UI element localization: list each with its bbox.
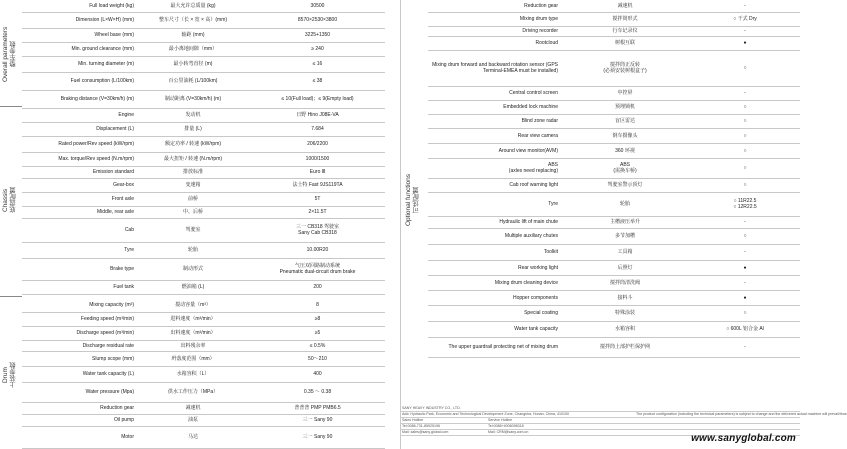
spec-row bbox=[428, 228, 800, 244]
website-link[interactable]: www.sanyglobal.com bbox=[691, 433, 796, 444]
spec-label-zh: ABS (需换车桥) bbox=[560, 158, 690, 178]
spec-label-zh: 中、后桥 bbox=[136, 206, 250, 218]
spec-row bbox=[22, 280, 385, 294]
spec-row bbox=[22, 312, 385, 326]
spec-value: 2×11.5T bbox=[250, 206, 385, 218]
spec-label-en: Fuel consumption (L/100km) bbox=[22, 72, 136, 90]
spec-label-en: Slump scope (mm) bbox=[22, 351, 136, 366]
spec-value: ≤ 0.5% bbox=[250, 340, 385, 351]
spec-row bbox=[22, 90, 385, 108]
spec-row bbox=[22, 402, 385, 414]
spec-label-zh: 行车记录仪 bbox=[560, 26, 690, 36]
spec-label-zh: 搅拌筒上部护栏保护网 bbox=[560, 337, 690, 357]
spec-value: ○ bbox=[690, 158, 800, 178]
spec-value: ● bbox=[690, 36, 800, 50]
spec-label-zh: 轴距 (mm) bbox=[136, 28, 250, 42]
spec-row bbox=[428, 290, 800, 305]
spec-value: ○ bbox=[690, 100, 800, 114]
company-name: SANY HEAVY INDUSTRY CO., LTD. bbox=[402, 406, 461, 410]
spec-label-zh: 变速箱 bbox=[136, 178, 250, 192]
spec-label-en: Oil pump bbox=[22, 414, 136, 426]
spec-label-en: Mixing drum cleaning device bbox=[428, 275, 560, 290]
spec-label-zh: 燃油箱 (L) bbox=[136, 280, 250, 294]
spec-label-zh: 水箱容积 bbox=[560, 321, 690, 337]
spec-value: 5T bbox=[250, 192, 385, 206]
spec-value: ≤ 10(Full load)；≤ 9(Empty load) bbox=[250, 90, 385, 108]
spec-label-zh: 水箱容积（L） bbox=[136, 366, 250, 382]
service-hotline-label: Service Hotline bbox=[488, 418, 513, 422]
spec-label-zh: 进料速度（m³/min） bbox=[136, 312, 250, 326]
spec-label-en: Max. torque/Rev speed (N.m/rpm) bbox=[22, 152, 136, 166]
spec-label-en: Hydraulic lift of main chute bbox=[428, 216, 560, 228]
spec-label-en: Rear view camera bbox=[428, 128, 560, 143]
spec-row bbox=[428, 100, 800, 114]
spec-label-en: Brake type bbox=[22, 258, 136, 280]
spec-value: - bbox=[690, 337, 800, 357]
spec-value: 8 bbox=[250, 298, 385, 312]
spec-label-zh: 搅拌筒正反转 (必须安装树根盒子) bbox=[560, 50, 690, 86]
spec-row bbox=[22, 298, 385, 312]
section-label-optional bbox=[405, 165, 421, 235]
spec-row bbox=[428, 26, 800, 36]
section-rule bbox=[0, 106, 22, 107]
spec-label-zh: 百公里油耗 (L/100km) bbox=[136, 72, 250, 90]
optional-table bbox=[428, 0, 800, 358]
spec-label-zh: 减速机 bbox=[560, 0, 690, 12]
spec-row bbox=[22, 382, 385, 402]
spec-label-en: Mixing capacity (m³) bbox=[22, 298, 136, 312]
spec-row bbox=[22, 56, 385, 72]
column-divider bbox=[400, 0, 401, 449]
spec-label-zh: 前桥 bbox=[136, 192, 250, 206]
spec-value: 法士特 Fast 9JS119TA bbox=[250, 178, 385, 192]
spec-label-zh: 接料斗 bbox=[560, 290, 690, 305]
spec-label-en: Front axle bbox=[22, 192, 136, 206]
spec-label-en: Around view monitor(AVM) bbox=[428, 143, 560, 158]
service-tel: Tel:0086+4006098318 bbox=[488, 424, 524, 428]
spec-label-zh: 供水工作压力（MPa） bbox=[136, 382, 250, 402]
spec-row bbox=[428, 86, 800, 100]
spec-row bbox=[428, 128, 800, 143]
spec-value: ≤ 38 bbox=[250, 72, 385, 90]
spec-label-en: Rear working light bbox=[428, 260, 560, 275]
section-label-zh: 底盘配置 bbox=[10, 187, 17, 213]
spec-label-zh: 排量 (L) bbox=[136, 122, 250, 136]
spec-value: - bbox=[690, 275, 800, 290]
spec-label-en: Cab roof warning light bbox=[428, 178, 560, 192]
spec-label-en: Water tank capacity bbox=[428, 321, 560, 337]
spec-label-en: Tyre bbox=[22, 242, 136, 258]
spec-row bbox=[22, 340, 385, 351]
spec-value: 三一 Sany 90 bbox=[250, 426, 385, 448]
spec-value: ○ bbox=[690, 50, 800, 86]
spec-label-zh: 后照灯 bbox=[560, 260, 690, 275]
spec-row bbox=[22, 192, 385, 206]
spec-label-zh: 出料速度（m³/min） bbox=[136, 326, 250, 340]
spec-value: ○ bbox=[690, 128, 800, 143]
company-address: Add: Hydraulic Park, Economic and Technological Development Zone, Changsha, Hunan, China, 410100 bbox=[402, 412, 569, 416]
section-label-en: Overall parameters bbox=[2, 26, 9, 82]
spec-row bbox=[22, 136, 385, 152]
spec-label-zh: 主槽液压举升 bbox=[560, 216, 690, 228]
spec-label-zh: 驾驶室警示顶灯 bbox=[560, 178, 690, 192]
overall-table bbox=[22, 0, 385, 109]
spec-row bbox=[428, 260, 800, 275]
spec-row bbox=[22, 326, 385, 340]
spec-value: ● bbox=[690, 260, 800, 275]
spec-label-en: Min. ground clearance (mm) bbox=[22, 42, 136, 56]
spec-row bbox=[428, 178, 800, 192]
spec-value: 400 bbox=[250, 366, 385, 382]
spec-row bbox=[428, 143, 800, 158]
spec-value: ● bbox=[690, 290, 800, 305]
spec-label-zh: 盲区雷达 bbox=[560, 114, 690, 128]
spec-label-en: Braking distance (V=30km/h) (m) bbox=[22, 90, 136, 108]
spec-label-en: Reduction gear bbox=[428, 0, 560, 12]
spec-label-en: Reduction gear bbox=[22, 402, 136, 414]
spec-label-en: Blind zone radar bbox=[428, 114, 560, 128]
service-email: Mail: CRM@sany.com.cn bbox=[488, 430, 529, 434]
spec-row bbox=[428, 305, 800, 321]
spec-label-zh: 驾驶室 bbox=[136, 218, 250, 242]
spec-label-en: Rated power/Rev speed (kW/rpm) bbox=[22, 136, 136, 152]
spec-label-en: Water tank capacity (L) bbox=[22, 366, 136, 382]
spec-value: ≤ 16 bbox=[250, 56, 385, 72]
spec-value: ○ bbox=[690, 178, 800, 192]
spec-label-zh: 制动形式 bbox=[136, 258, 250, 280]
spec-row bbox=[428, 244, 800, 260]
spec-row bbox=[22, 108, 385, 122]
spec-label-zh: 马达 bbox=[136, 426, 250, 448]
spec-row bbox=[22, 258, 385, 280]
disclaimer: The product configuration (including the technical parameters) is subject to change and the delivered actual machine will prevail/thus bbox=[636, 412, 847, 416]
spec-label-zh: 整车尺寸（长 × 宽 × 高）(mm) bbox=[136, 12, 250, 28]
spec-value: 206/2200 bbox=[250, 136, 385, 152]
spec-label-en: Multiple auxiliary chutes bbox=[428, 228, 560, 244]
spec-label-en: Emission standard bbox=[22, 166, 136, 178]
spec-label-en: Embedded lock machine bbox=[428, 100, 560, 114]
spec-value: 气压双回路制动系统 Pneumatic dual-circuit drum brake bbox=[250, 258, 385, 280]
spec-row bbox=[22, 152, 385, 166]
spec-label-en: Motor bbox=[22, 426, 136, 448]
spec-label-zh: 特殊涂装 bbox=[560, 305, 690, 321]
spec-label-zh: 轮胎 bbox=[560, 192, 690, 216]
spec-label-zh: 最小离地间隙（mm） bbox=[136, 42, 250, 56]
spec-label-zh: 工具箱 bbox=[560, 244, 690, 260]
spec-label-zh: 排放标准 bbox=[136, 166, 250, 178]
spec-row bbox=[428, 192, 800, 216]
drum-table bbox=[22, 298, 385, 449]
section-rule bbox=[0, 296, 22, 297]
spec-label-en: Min. turning diameter (m) bbox=[22, 56, 136, 72]
spec-value: ○ bbox=[690, 228, 800, 244]
spec-value: 10.00R20 bbox=[250, 242, 385, 258]
spec-label-en: The upper guardrail protecting net of mixing drum bbox=[428, 337, 560, 357]
spec-label-zh: 制动距离 (V=30km/h) (m) bbox=[136, 90, 250, 108]
spec-row bbox=[428, 158, 800, 178]
spec-row bbox=[22, 0, 385, 12]
spec-value: 3225+1350 bbox=[250, 28, 385, 42]
spec-row bbox=[22, 42, 385, 56]
section-label-en: Optional functions bbox=[405, 173, 412, 227]
spec-label-en: Toolkit bbox=[428, 244, 560, 260]
spec-row bbox=[428, 216, 800, 228]
spec-label-zh: 中控屏 bbox=[560, 86, 690, 100]
spec-value: 200 bbox=[250, 280, 385, 294]
spec-row bbox=[22, 28, 385, 42]
spec-value: ≥ 240 bbox=[250, 42, 385, 56]
spec-label-zh: 多节加槽 bbox=[560, 228, 690, 244]
spec-row bbox=[22, 12, 385, 28]
spec-row bbox=[428, 36, 800, 50]
spec-label-en: Middle, rear axle bbox=[22, 206, 136, 218]
spec-label-zh: 360 环视 bbox=[560, 143, 690, 158]
spec-label-zh: 搅动容量（m³） bbox=[136, 298, 250, 312]
spec-value: 30500 bbox=[250, 0, 385, 12]
spec-row bbox=[428, 321, 800, 337]
spec-label-zh: 额定功率 / 转速 (kW/rpm) bbox=[136, 136, 250, 152]
spec-label-en: Discharge speed (m³/min) bbox=[22, 326, 136, 340]
spec-value: 普普普 PMP PMB6.5 bbox=[250, 402, 385, 414]
spec-label-en: Engine bbox=[22, 108, 136, 122]
spec-value: ○ 干式 Dry bbox=[690, 12, 800, 26]
spec-value: 三一 CB318 驾驶室 Sany Cab CB318 bbox=[250, 218, 385, 242]
section-label-en: Drum bbox=[2, 367, 9, 383]
spec-label-en: Dimension (L×W×H) (mm) bbox=[22, 12, 136, 28]
spec-row bbox=[428, 50, 800, 86]
spec-row bbox=[22, 178, 385, 192]
spec-label-en: Gear-box bbox=[22, 178, 136, 192]
spec-label-en: Wheel base (mm) bbox=[22, 28, 136, 42]
spec-label-en: Mixing drum type bbox=[428, 12, 560, 26]
spec-row bbox=[22, 122, 385, 136]
spec-label-en: Tyre bbox=[428, 192, 560, 216]
spec-value: 0.35 ～ 0.38 bbox=[250, 382, 385, 402]
section-label-overall bbox=[2, 4, 18, 104]
spec-row bbox=[428, 275, 800, 290]
spec-label-en: Fuel tank bbox=[22, 280, 136, 294]
spec-row bbox=[428, 114, 800, 128]
spec-label-en: Full load weight (kg) bbox=[22, 0, 136, 12]
spec-label-en: Mixing drum forward and backward rotation sensor (GPS Terminal-EMEA must be installed) bbox=[428, 50, 560, 86]
spec-value: - bbox=[690, 26, 800, 36]
spec-value: 7.684 bbox=[250, 122, 385, 136]
spec-row bbox=[22, 351, 385, 366]
spec-label-zh: 坍落度范围（mm） bbox=[136, 351, 250, 366]
sales-hotline-label: Sales Hotline bbox=[402, 418, 424, 422]
spec-label-zh: 减速机 bbox=[136, 402, 250, 414]
spec-label-en: ABS (axles need replacing) bbox=[428, 158, 560, 178]
spec-value: 1000/1500 bbox=[250, 152, 385, 166]
spec-label-zh: 轮胎 bbox=[136, 242, 250, 258]
spec-label-zh: 搅拌筒形式 bbox=[560, 12, 690, 26]
spec-row bbox=[22, 426, 385, 448]
spec-value: ○ bbox=[690, 305, 800, 321]
spec-row bbox=[22, 218, 385, 242]
spec-value: 50～210 bbox=[250, 351, 385, 366]
section-label-zh: 上装参数 bbox=[10, 362, 17, 388]
spec-label-zh: 预埋锁机 bbox=[560, 100, 690, 114]
spec-label-zh: 最小转弯直径 (m) bbox=[136, 56, 250, 72]
spec-label-en: Central control screen bbox=[428, 86, 560, 100]
spec-value: ≥5 bbox=[250, 326, 385, 340]
spec-label-en: Driving recorder bbox=[428, 26, 560, 36]
section-label-drum bbox=[2, 355, 18, 395]
spec-value: 日野 Hino J08E-VA bbox=[250, 108, 385, 122]
sales-email: Mail: sales@sany.global.com bbox=[402, 430, 449, 434]
spec-value: 三一 Sany 90 bbox=[250, 414, 385, 426]
chassis-table bbox=[22, 108, 385, 295]
spec-label-zh: 最大允许总质量 (kg) bbox=[136, 0, 250, 12]
spec-value: Euro Ⅲ bbox=[250, 166, 385, 178]
spec-label-en: Water pressure (Mpa) bbox=[22, 382, 136, 402]
spec-label-zh: 搅拌筒清洗阀 bbox=[560, 275, 690, 290]
spec-label-zh: 油泵 bbox=[136, 414, 250, 426]
spec-row bbox=[428, 0, 800, 12]
section-label-en: Chassis bbox=[2, 188, 9, 212]
spec-label-en: Special coating bbox=[428, 305, 560, 321]
spec-row bbox=[22, 366, 385, 382]
spec-label-zh: 最大扭矩 / 转速 (N.m/rpm) bbox=[136, 152, 250, 166]
section-label-zh: 整车参数 bbox=[10, 41, 17, 67]
spec-label-zh: 出料残余率 bbox=[136, 340, 250, 351]
spec-value: ○ bbox=[690, 114, 800, 128]
spec-row bbox=[22, 414, 385, 426]
spec-label-zh: 发动机 bbox=[136, 108, 250, 122]
spec-value: - bbox=[690, 244, 800, 260]
spec-value: ○ 11R22.5 ○ 12R22.5 bbox=[690, 192, 800, 216]
spec-value: ○ bbox=[690, 143, 800, 158]
spec-label-en: Hopper components bbox=[428, 290, 560, 305]
spec-row bbox=[22, 166, 385, 178]
spec-label-en: Rootcloud bbox=[428, 36, 560, 50]
spec-value: - bbox=[690, 86, 800, 100]
spec-label-zh: 倒车摄像头 bbox=[560, 128, 690, 143]
spec-row bbox=[22, 242, 385, 258]
spec-label-en: Discharge residual rate bbox=[22, 340, 136, 351]
spec-value: ○ 600L 铝合金 Al bbox=[690, 321, 800, 337]
spec-row bbox=[22, 206, 385, 218]
spec-value: ≥8 bbox=[250, 312, 385, 326]
spec-label-en: Feeding speed (m³/min) bbox=[22, 312, 136, 326]
spec-value: - bbox=[690, 216, 800, 228]
spec-row bbox=[428, 12, 800, 26]
sales-tel: Tel:0086-731-85925196 bbox=[402, 424, 440, 428]
spec-label-en: Displacement (L) bbox=[22, 122, 136, 136]
spec-row bbox=[428, 337, 800, 357]
spec-label-en: Cab bbox=[22, 218, 136, 242]
section-label-zh: 可选配置 bbox=[413, 187, 420, 213]
spec-value: - bbox=[690, 0, 800, 12]
section-label-chassis bbox=[2, 160, 18, 240]
spec-label-zh: 树根互联 bbox=[560, 36, 690, 50]
spec-value: 8570×2530×3800 bbox=[250, 12, 385, 28]
spec-row bbox=[22, 72, 385, 90]
